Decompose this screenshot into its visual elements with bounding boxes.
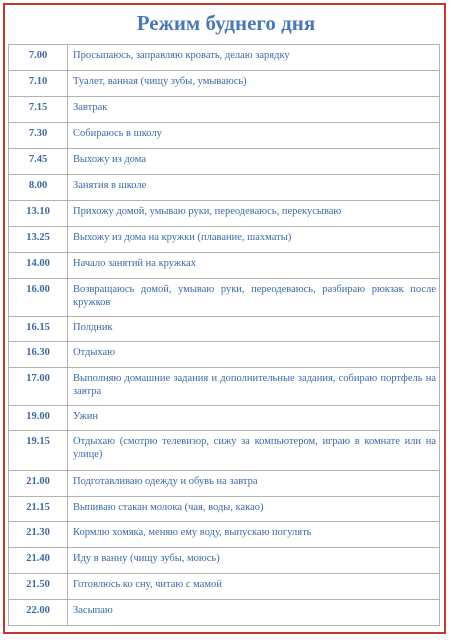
activity-cell: Выхожу из дома	[68, 149, 440, 175]
activity-cell: Завтрак	[68, 97, 440, 123]
table-row	[9, 175, 440, 201]
time-cell: 13.10	[9, 201, 68, 227]
schedule-body	[9, 45, 440, 626]
table-row	[9, 406, 440, 431]
table-row	[9, 317, 440, 342]
activity-cell: Отдыхаю	[68, 342, 440, 368]
activity-cell: Занятия в школе	[68, 175, 440, 201]
activity-cell: Отдыхаю (смотрю телевизор, сижу за компьютером, играю в комнате или на улице)	[68, 431, 440, 471]
time-cell: 7.10	[9, 71, 68, 97]
time-cell: 7.15	[9, 97, 68, 123]
table-row	[9, 368, 440, 406]
activity-cell: Подготавливаю одежду и обувь на завтра	[68, 471, 440, 497]
table-row	[9, 497, 440, 522]
activity-cell: Начало занятий на кружках	[68, 253, 440, 279]
table-row	[9, 253, 440, 279]
time-cell: 13.25	[9, 227, 68, 253]
activity-cell: Возвращаюсь домой, умываю руки, переодеваюсь, разбираю рюкзак после кружков	[68, 279, 440, 317]
table-row	[9, 71, 440, 97]
table-row	[9, 45, 440, 71]
activity-cell: Полдник	[68, 317, 440, 342]
table-row	[9, 431, 440, 471]
time-cell: 21.15	[9, 497, 68, 522]
activity-cell: Выполняю домашние задания и дополнительные задания, собираю портфель на завтра	[68, 368, 440, 406]
time-cell: 7.00	[9, 45, 68, 71]
time-cell: 19.15	[9, 431, 68, 471]
activity-cell: Иду в ванну (чищу зубы, моюсь)	[68, 548, 440, 574]
activity-cell: Собираюсь в школу	[68, 123, 440, 149]
table-row	[9, 149, 440, 175]
time-cell: 19.00	[9, 406, 68, 431]
table-row	[9, 342, 440, 368]
activity-cell: Ужин	[68, 406, 440, 431]
time-cell: 7.45	[9, 149, 68, 175]
schedule-table	[8, 44, 440, 626]
activity-cell: Туалет, ванная (чищу зубы, умываюсь)	[68, 71, 440, 97]
time-cell: 7.30	[9, 123, 68, 149]
table-row	[9, 574, 440, 600]
time-cell: 16.15	[9, 317, 68, 342]
table-row	[9, 548, 440, 574]
activity-cell: Засыпаю	[68, 600, 440, 626]
activity-cell: Готовлюсь ко сну, читаю с мамой	[68, 574, 440, 600]
activity-cell: Просыпаюсь, заправляю кровать, делаю зарядку	[68, 45, 440, 71]
table-row	[9, 123, 440, 149]
activity-cell: Выхожу из дома на кружки (плавание, шахматы)	[68, 227, 440, 253]
time-cell: 14.00	[9, 253, 68, 279]
time-cell: 16.30	[9, 342, 68, 368]
time-cell: 22.00	[9, 600, 68, 626]
table-row	[9, 201, 440, 227]
time-cell: 21.30	[9, 522, 68, 548]
table-row	[9, 600, 440, 626]
page-title: Режим буднего дня	[136, 11, 316, 35]
activity-cell: Кормлю хомяка, меняю ему воду, выпускаю погулять	[68, 522, 440, 548]
time-cell: 21.50	[9, 574, 68, 600]
table-row	[9, 97, 440, 123]
time-cell: 21.40	[9, 548, 68, 574]
table-row	[9, 227, 440, 253]
time-cell: 16.00	[9, 279, 68, 317]
time-cell: 8.00	[9, 175, 68, 201]
activity-cell: Прихожу домой, умываю руки, переодеваюсь, перекусываю	[68, 201, 440, 227]
time-cell: 17.00	[9, 368, 68, 406]
table-row	[9, 522, 440, 548]
activity-cell: Выпиваю стакан молока (чая, воды, какао)	[68, 497, 440, 522]
table-row	[9, 471, 440, 497]
table-row	[9, 279, 440, 317]
time-cell: 21.00	[9, 471, 68, 497]
